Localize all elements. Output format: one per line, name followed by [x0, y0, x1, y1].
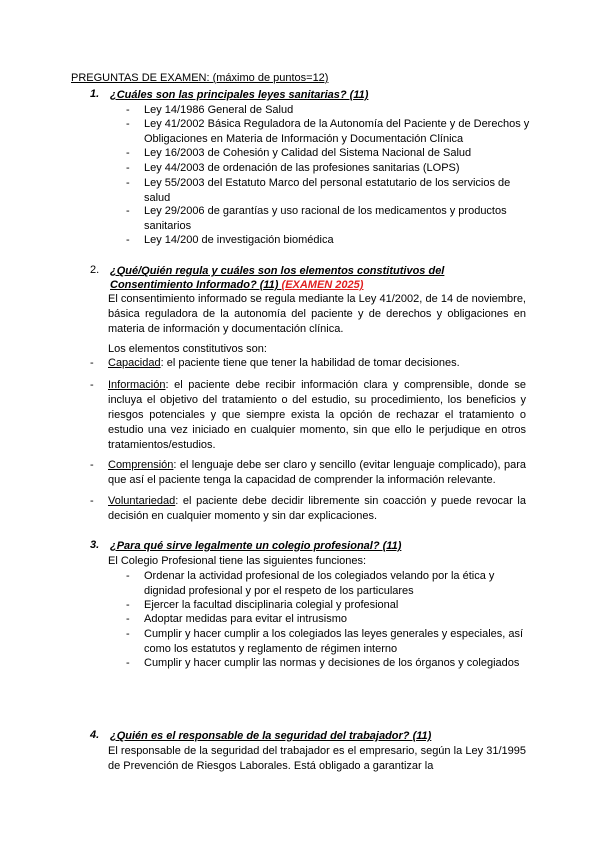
- question-3-title: ¿Para qué sirve legalmente un colegio profesional? (11): [110, 540, 402, 552]
- question-2-number: 2.: [90, 264, 100, 276]
- page-heading: PREGUNTAS DE EXAMEN: (máximo de puntos=12): [71, 72, 329, 84]
- q4-paragraph: El responsable de la seguridad del trabajador es el empresario, según la Ley 31/1995 de Prevención de Riesgos Laborales. Está obligado a garantizar la: [108, 745, 526, 772]
- question-3-number: 3.: [90, 539, 100, 551]
- question-2-title: ¿Qué/Quién regula y cuáles son los elementos constitutivos del Consentimiento Informado? (11) (EXAMEN 2025): [110, 265, 445, 291]
- q3-intro: El Colegio Profesional tiene las siguientes funciones:: [108, 555, 367, 567]
- q2-intro: Los elementos constitutivos son:: [108, 343, 267, 355]
- exam-2025-tag: (EXAMEN 2025): [281, 279, 364, 291]
- question-4-title: ¿Quién es el responsable de la seguridad del trabajador? (11): [110, 730, 432, 742]
- question-1-title: ¿Cuáles son las principales leyes sanitarias? (11): [110, 89, 369, 101]
- q2-paragraph: El consentimiento informado se regula mediante la Ley 41/2002, de 14 de noviembre, básica reguladora de la autonomía del paciente y de derechos y obligaciones en materia de información y documentación clínica.: [108, 293, 526, 335]
- question-1-number: 1.: [90, 88, 100, 100]
- question-4-number: 4.: [90, 729, 100, 741]
